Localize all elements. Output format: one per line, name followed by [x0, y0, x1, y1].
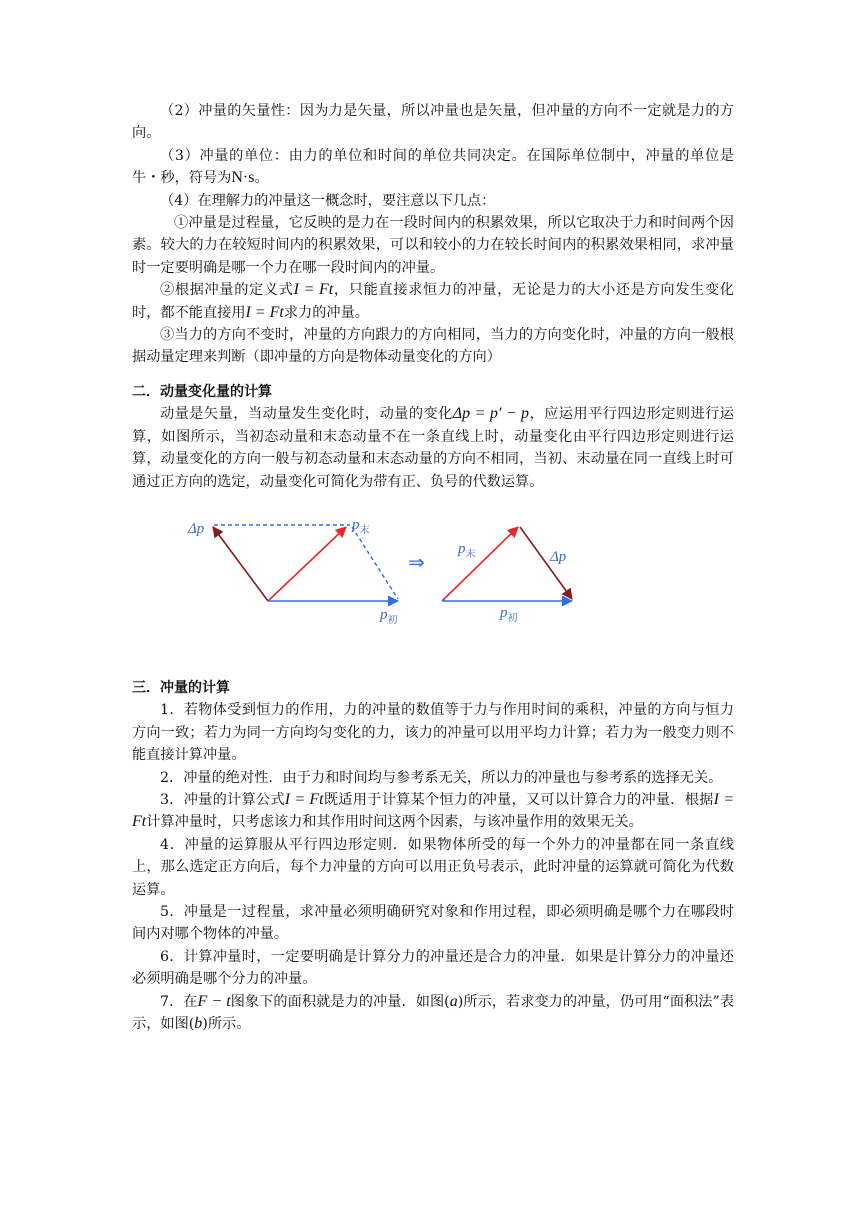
item-3	[132, 789, 734, 834]
point-3	[132, 324, 734, 369]
text: ①冲量是过程量，它反映的是力在一段时间内的积累效果，所以它取决于力和时间两个因素。较大的力在较短时间内的积累效果，可以和较小的力在较长时间内的积累效果相同，求冲量时一定要明确是哪一个力在哪一段时间内的冲量。	[132, 215, 734, 276]
formula: I = Ft	[245, 303, 284, 321]
item-2	[132, 767, 734, 789]
label-p-end: $p_末$	[352, 516, 370, 536]
formula: I = Ft	[284, 790, 324, 808]
formula: I = Ft	[293, 281, 334, 299]
section-heading-3: 三．冲量的计算	[132, 679, 230, 696]
vector-diagram	[132, 513, 734, 653]
text: 计算冲量时，只考虑该力和其作用时间这两个因素，与该冲量作用的效果无关。	[146, 814, 643, 831]
text: （4）在理解力的冲量这一概念时，要注意以下几点：	[160, 192, 496, 209]
figure-ref-b: b	[194, 1015, 203, 1032]
text: （2）冲量的矢量性：因为力是矢量，所以冲量也是矢量，但冲量的方向不一定就是力的方向。	[132, 103, 734, 142]
text: （3）冲量的单位：由力的单位和时间的单位共同决定。在国际单位制中，冲量的单位是牛・秒，符号为	[132, 147, 734, 187]
formula: Δp = p′ − p	[452, 405, 530, 423]
text: 2．冲量的绝对性．由于力和时间均与参考系无关，所以力的冲量也与参考系的选择无关。	[160, 769, 723, 786]
item-1	[132, 699, 734, 766]
item-6	[132, 946, 734, 991]
unit-symbol: N·s	[231, 169, 255, 187]
item-4	[132, 834, 734, 901]
text: )所示。	[202, 1016, 251, 1032]
delta-p-arrow	[213, 527, 268, 601]
text: )所示，若求变力的冲量，仍可用“面积法”表示，如图(	[132, 993, 735, 1032]
point-1	[132, 212, 734, 279]
item-5	[132, 901, 734, 946]
text: ③当力的方向不变时，冲量的方向跟力的方向相同，当力的方向变化时，冲量的方向一般根据动量定理来判断（即冲量的方向是物体动量变化的方向）	[132, 327, 734, 366]
tri-label-delta-p: Δp	[550, 548, 567, 565]
tri-label-p-end: $p_末$	[458, 540, 476, 560]
document-page	[132, 100, 734, 1035]
text: ，应运用平行四边形定则进行运算，如图所示，当初态动量和末态动量不在一条直线上时，动量变化由平行四边形定则进行运算，动量变化的方向一般与初态动量和末态动量的方向不相同，当初、末动量在同一直线上时可通过正方向的选定，动量变化可简化为带有正、负号的代数运算。	[132, 406, 734, 490]
tri-p-end-arrow	[442, 527, 518, 601]
text: 1．若物体受到恒力的作用，力的冲量的数值等于力与作用时间的乘积，冲量的方向与恒力方向一致；若力为同一方向均匀变化的力，该力的冲量可以用平均力计算；若力为一般变力则不能直接计算冲量。	[132, 702, 734, 764]
dashed-right-edge	[352, 527, 398, 599]
item-7	[132, 991, 734, 1036]
paragraph-impulse-unit	[132, 145, 734, 190]
text: 图象下的面积就是力的冲量．如图(	[230, 993, 450, 1010]
paragraph-impulse-vector	[132, 100, 734, 145]
formula: F − t	[197, 992, 231, 1010]
point-2	[132, 279, 734, 324]
vector-diagram-svg	[132, 513, 734, 653]
section-heading-2: 二．动量变化量的计算	[132, 383, 272, 400]
tri-label-p-init: $p_初$	[500, 604, 518, 624]
text: ，只能直接求恒力的冲量，无论是力的大小还是方向发生变化时，都不能直接用	[132, 282, 734, 321]
text: 4．冲量的运算服从平行四边形定则．如果物体所受的每一个外力的冲量都在同一条直线上，那么选定正方向后，每个力冲量的方向可以用正负号表示，此时冲量的运算就可简化为代数运算。	[132, 836, 734, 898]
text: ②根据冲量的定义式	[160, 282, 294, 299]
implies-symbol: ⇒	[408, 549, 425, 574]
text: 7．在	[160, 993, 198, 1010]
text: 动量是矢量，当动量发生变化时，动量的变化	[160, 406, 453, 423]
text: 3．冲量的计算公式	[160, 791, 285, 808]
label-p-init: $p_初$	[380, 606, 398, 626]
formula: I = Ft	[132, 790, 734, 831]
text: 。	[254, 170, 269, 187]
text: 6．计算冲量时，一定要明确是计算分力的冲量还是合力的冲量．如果是计算分力的冲量还必须明确是哪个分力的冲量。	[132, 948, 734, 988]
p-end-arrow	[268, 527, 346, 601]
label-delta-p: Δp	[188, 520, 205, 537]
paragraph-understanding	[132, 190, 734, 212]
figure-ref-a: a	[449, 992, 458, 1010]
paragraph-momentum-change	[132, 403, 734, 493]
text: 既适用于计算某个恒力的冲量，又可以计算合力的冲量．根据	[323, 791, 714, 808]
text: 求力的冲量。	[283, 304, 369, 321]
text: 5．冲量是一过程量，求冲量必须明确研究对象和作用过程，即必须明确是哪个力在哪段时间内对哪个物体的冲量。	[132, 903, 734, 943]
